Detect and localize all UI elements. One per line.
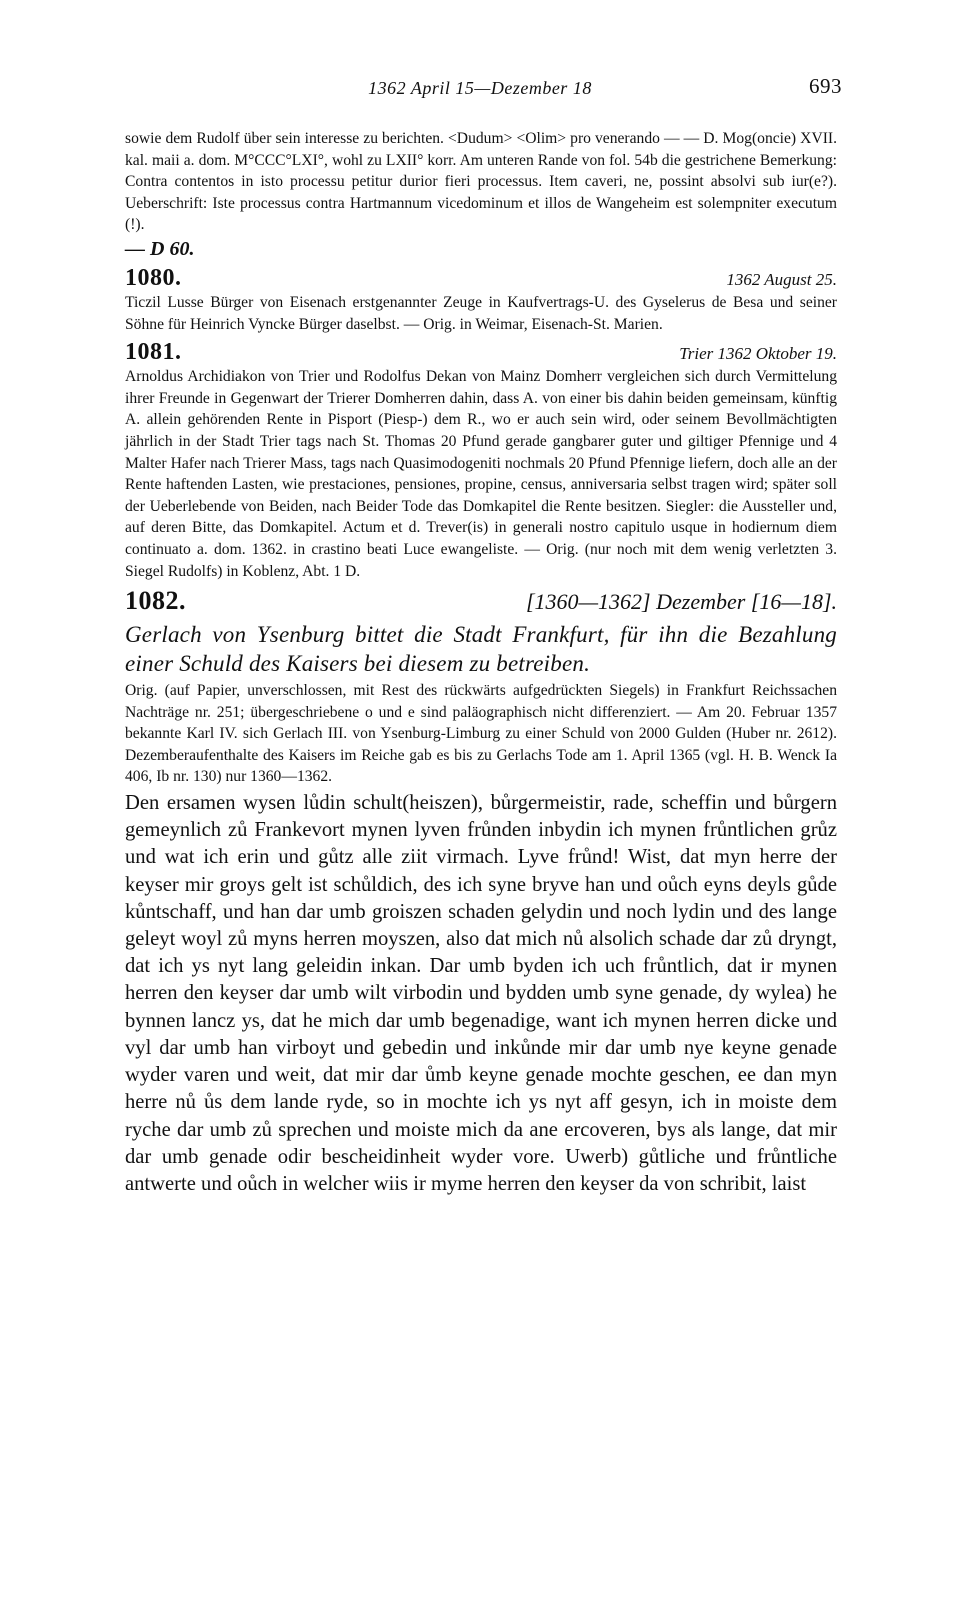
entry-number: 1081. <box>125 339 182 366</box>
entry-1082-title: Gerlach von Ysenburg bittet die Stadt Frankfurt, für ihn die Bezahlung einer Schuld des Kaisers bei diesem zu betreiben. <box>125 622 837 677</box>
entry-date: Trier 1362 Oktober 19. <box>679 344 837 364</box>
entry-number: 1080. <box>125 264 182 291</box>
entry-date: [1360—1362] Dezember [16—18]. <box>525 589 837 615</box>
entry-date: 1362 August 25. <box>726 269 837 289</box>
page-header <box>0 74 960 114</box>
entry-1081-heading <box>125 339 837 366</box>
page-number: 693 <box>809 74 842 98</box>
entry-1082-apparatus: Orig. (auf Papier, unverschlossen, mit Rest des rückwärts aufgedrückten Siegels) in Frankfurt Reichssachen Nachträge nr. 251; übergeschriebene o und e sind paläographisch nicht differenziert. — Am 20. Februar 1357 bekannte Karl IV. sich Gerlach III. von Ysenburg-Limburg zu einer Schuld von 2000 Gulden (Huber nr. 2612). Dezemberaufenthalte des Kaisers im Reiche gab es bis zu Gerlachs Tode am 1. April 1365 (vgl. H. B. Wenck Ia 406, Ib nr. 130) nur 1360—1362. <box>125 682 837 786</box>
running-title: 1362 April 15—Dezember 18 <box>368 78 592 98</box>
entry-number: 1082. <box>125 586 186 616</box>
entry-1082-heading <box>125 586 837 616</box>
intro-paragraph: sowie dem Rudolf über sein interesse zu berichten. <Dudum> <Olim> pro venerando — — D. Mog(oncie) XVII. kal. maii a. dom. M°CCC°LXI°, wohl zu LXII° korr. Am unteren Rande von fol. 54b die gestrichene Bemerkung: Contra contentos in isto processu petitur durior fieri processus. Item caveri, ne, possint absolvi sub iur(e?). Ueberschrift: Iste processus contra Hartmannum vicedominum et illos de Wangeheim est solempniter executum (!). <box>125 130 837 234</box>
intro-signature: — D 60. <box>125 237 195 260</box>
page-body <box>125 128 837 1198</box>
entry-1081-text: Arnoldus Archidiakon von Trier und Rodolfus Dekan von Mainz Domherr vergleichen sich durch Vermittelung ihrer Freunde in Gegenwart der Trierer Domherren dahin, dass A. von einer bis dahin beiden gemeinsam, künftig A. allein gehörenden Rente in Pisport (Piesp-) dem R., wo er auch sein wird, oder seinem Bevollmächtigten jährlich in der Stadt Trier tags nach St. Thomas 20 Pfund gerade gangbarer guter und giltiger Pfennige und 4 Malter Hafer nach Trierer Mass, tags nach Quasimodogeniti nochmals 20 Pfund Pfennige liefern, doch alle an der Rente haftenden Lasten, wie prestaciones, pensiones, propine, census, anniversaria selbst tragen wird; später soll der Ueberlebende von Beiden, nach Beider Tode das Domkapitel die Rente besitzen. Siegler: die Aussteller und, auf deren Bitte, das Domkapitel. Actum et d. Trever(is) in generali nostro capitulo usque in hodiernum diem continuato a. dom. 1362. in crastino beati Luce ewangeliste. — Orig. (nur noch mit dem wenig verletzten 3. Siegel Rudolfs) in Koblenz, Abt. 1 D. <box>125 368 837 580</box>
entry-1080-heading <box>125 265 837 292</box>
entry-1080-text: Ticzil Lusse Bürger von Eisenach erstgenannter Zeuge in Kaufvertrags-U. des Gyselerus de Besa und seiner Söhne für Heinrich Vyncke Bürger daselbst. — Orig. in Weimar, Eisenach-St. Marien. <box>125 293 837 333</box>
entry-1082-letter-text: Den ersamen wysen lůdin schult(heiszen), bůrgermeistir, rade, scheffin und bůrgern gemeynlich zů Frankevort mynen lyven frůnden inbydin ich mynen frůntlichen grůz und wat ich erin und gůtz alle ziit virmach. Lyve frůnd! Wist, dat myn herre der keyser mir groys gelt ist schůldich, des ich syne bryve han und oůch eyns deyls gůde kůntschaff, und han dar umb groiszen schaden gelydin und noch lydin und des lange geleyt woyl zů myns herren moyszen, also dat mich nů alsolich schade dar zů dryngt, dat ich ys nyt lang geleidin inkan. Dar umb byden ich uch frůntlich, dat ir mynen herren den keyser dar umb wilt virbodin und bydden umb syne genade, dy wylea) he bynnen lancz ys, dat he mich dar umb begenadige, want ich mynen herren dicke und vyl dar umb han virboyt und gebedin und inkůnde mir dar umb nye keyne genade wyder varen und weit, dat mir dar ůmb keyne genade mochte geschen, ee dan myn herre nů ůs dem lande ryde, so in mochte ich ys nyt aff gesyn, ich in moiste dem ryche dar umb zů sprechen und moiste mich da ane ercoveren, bys als lange, dat mir dar umb genade odir bescheidinheit wyder vore. Uwerb) gůtliche und frůntliche antwerte und oůch in welcher wiis ir myme herren den keyser da von schribit, laist <box>125 792 837 1195</box>
